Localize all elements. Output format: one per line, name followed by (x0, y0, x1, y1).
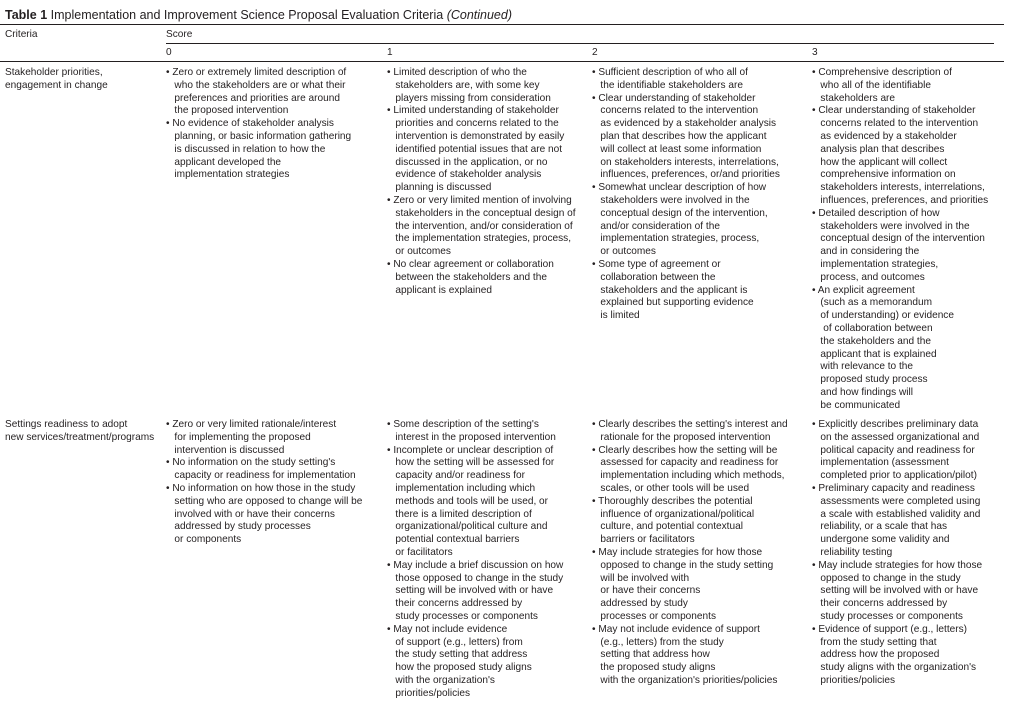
row1-score3-cell: • Comprehensive description of who all of the identifiable stakeholders are • Clear understanding of stakeholder concerns related to the intervention as evidenced by a stakeholder analysis plan that describes how the applicant will collect comprehensive information on stakeholders interests, interrelations, influences, preferences, and priorities • Detailed description of how stakeholders were involved in the conceptual design of the intervention and in considering the implementation strategies, process, and outcomes • An explicit agreement (such as a memorandum of understanding) or evidence of collaboration between the stakeholders and the applicant that is explained with relevance to the proposed study process and how findings will be communicated (812, 67, 989, 411)
score-3-header: 3 (812, 47, 818, 58)
row2-score1-cell: • Some description of the setting's interest in the proposed intervention • Incomplete or unclear description of how the setting will be assessed for capacity and/or readiness for implementation including which methods and tools will be used, or there is a limited description of organizational/political culture and potential contextual barriers or facilitators • May include a brief discussion on how those opposed to change in the study setting will be involved with or have their concerns addressed by study processes or components • May not include evidence of support (e.g., letters) from the study setting that address how the proposed study aligns with the organization's priorities/policies (387, 419, 564, 699)
table-continued-label: (Continued) (446, 8, 513, 22)
criterion-stakeholder-priorities: Stakeholder priorities, engagement in change (5, 67, 108, 91)
header-score: Score (166, 29, 193, 40)
score-2-header: 2 (592, 47, 598, 58)
row1-score2-cell: • Sufficient description of who all of the identifiable stakeholders are • Clear understanding of stakeholder concerns related to the intervention as evidenced by a stakeholder analysis plan that describes how the applicant will collect at least some information on stakeholders interests, interrelations, influences, preferences, or/and priorities • Somewhat unclear description of how stakeholders were involved in the conceptual design of the intervention, and/or consideration of the implementation strategies, process, or outcomes • Some type of agreement or collaboration between the stakeholders and the applicant is explained but supporting evidence is limited (592, 67, 780, 322)
row1-score0-cell: • Zero or extremely limited description of who the stakeholders are or what their preferences and priorities are around the proposed intervention • No evidence of stakeholder analysis planning, or basic information gathering is discussed in relation to how the applicant developed the implementation strategies (166, 67, 352, 181)
criterion-settings-readiness: Settings readiness to adopt new services/treatment/programs (5, 419, 155, 443)
score-rule (166, 43, 994, 44)
row1-score1-cell: • Limited description of who the stakeholders are, with some key players missing from consideration • Limited understanding of stakeholder priorities and concerns related to the intervention is demonstrated by easily identified potential issues that are not discussed in the application, or no evidence of stakeholder analysis planning is discussed • Zero or very limited mention of involving stakeholders in the conceptual design of the intervention, and/or consideration of the implementation strategies, process, or outcomes • No clear agreement or collaboration between the stakeholders and the applicant is explained (387, 67, 576, 296)
table-title (5, 8, 512, 22)
row2-score3-cell: • Explicitly describes preliminary data on the assessed organizational and political capacity and readiness for implementation (assessment completed prior to application/pilot) • Preliminary capacity and readiness assessments were completed using a scale with established validity and reliability, or a scale that has undergone some validity and reliability testing • May include strategies for how those opposed to change in the study setting will be involved with or have their concerns addressed by study processes or components • Evidence of support (e.g., letters) from the study setting that address how the proposed study aligns with the organization's priorities/policies (812, 419, 983, 686)
table-number: Table 1 (5, 8, 48, 22)
row2-score0-cell: • Zero or very limited rationale/interest for implementing the proposed intervention is discussed • No information on the study setting's capacity or readiness for implementation • No information on how those in the study setting who are opposed to change will be involved with or have their concerns addressed by study processes or components (166, 419, 363, 546)
score-1-header: 1 (387, 47, 393, 58)
table-title-text: Implementation and Improvement Science Proposal Evaluation Criteria (50, 8, 444, 22)
top-rule (0, 24, 1004, 25)
score-0-header: 0 (166, 47, 172, 58)
row2-score2-cell: • Clearly describes the setting's interest and rationale for the proposed intervention • Clearly describes how the setting will be assessed for capacity and readiness for implementation including which methods, scales, or other tools will be used • Thoroughly describes the potential influence of organizational/political culture, and potential contextual barriers or facilitators • May include strategies for how those opposed to change in the study setting will be involved with or have their concerns addressed by study processes or components • May not include evidence of support (e.g., letters) from the study setting that address how the proposed study aligns with the organization's priorities/policies (592, 419, 788, 686)
header-bottom-rule (0, 61, 1004, 62)
header-criteria: Criteria (5, 29, 38, 40)
